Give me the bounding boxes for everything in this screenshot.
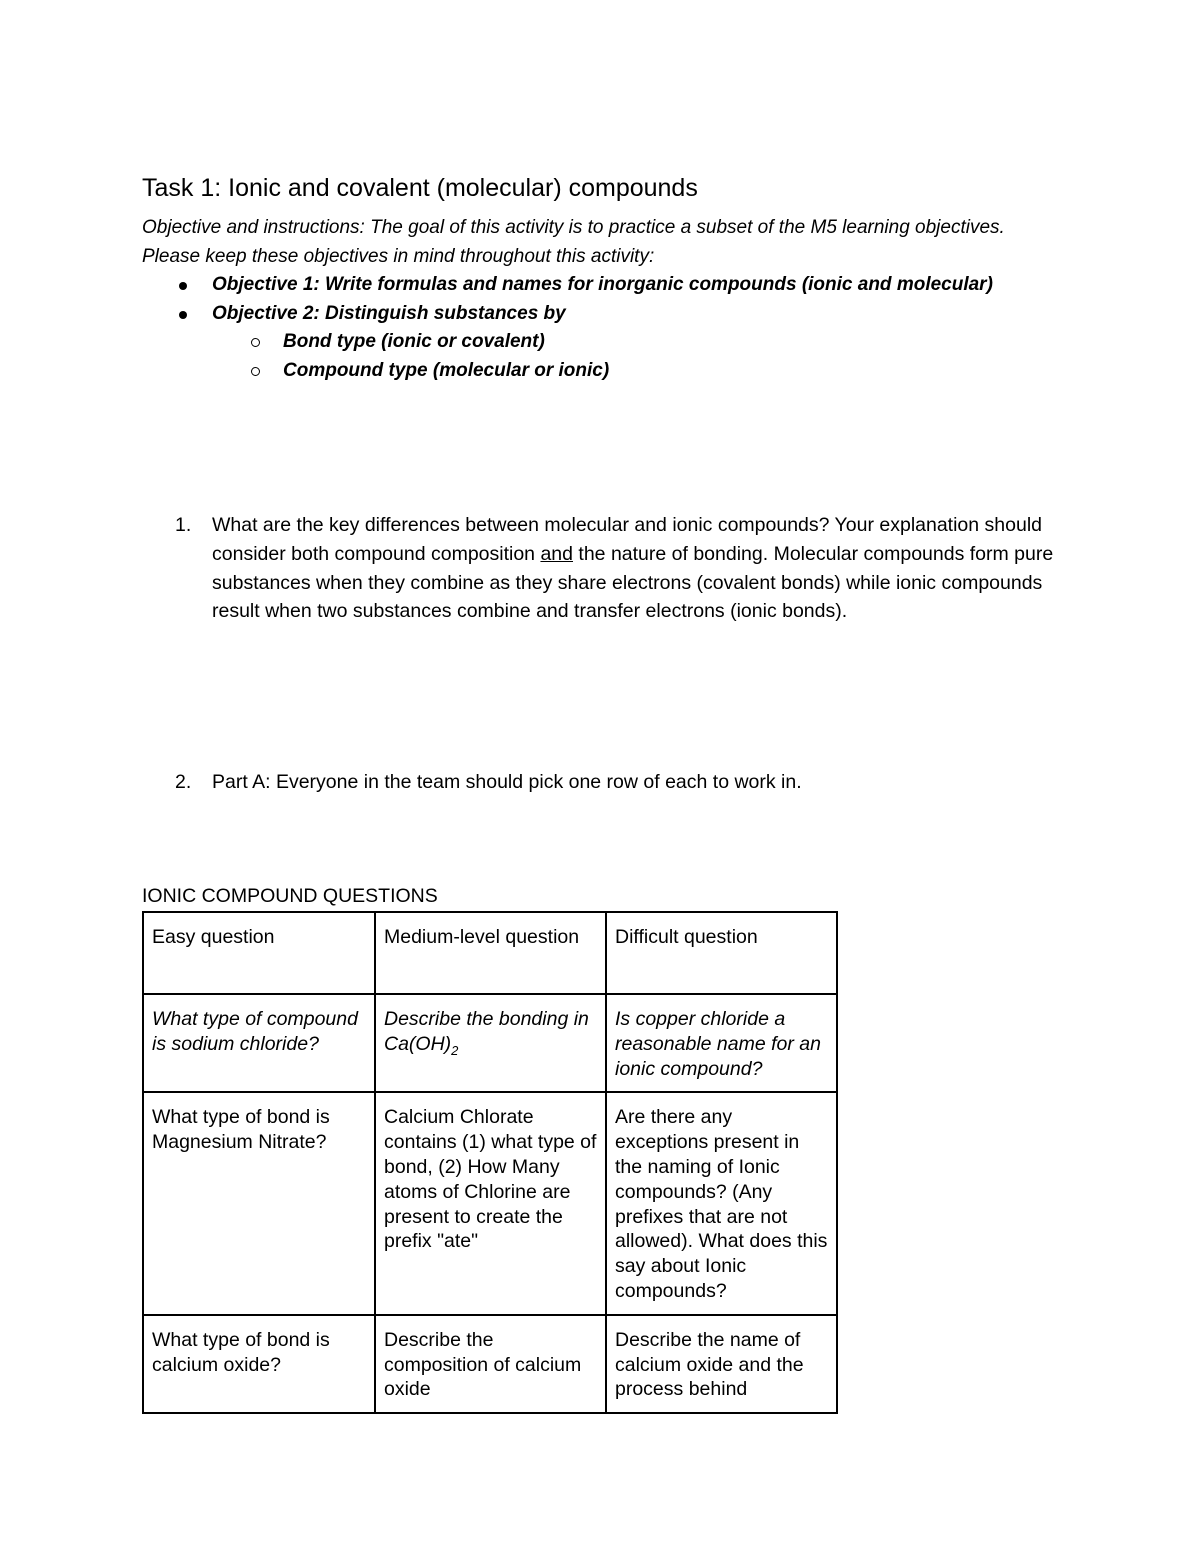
objective-item <box>142 300 1062 386</box>
subscript: 2 <box>451 1042 459 1058</box>
table-header-cell: Difficult question <box>606 912 837 994</box>
underlined-word: and <box>540 542 573 565</box>
question-1 <box>142 511 1062 626</box>
table-row <box>143 994 837 1092</box>
sub-objective-item <box>212 328 1062 357</box>
table-cell: What type of bond is Magnesium Nitrate? <box>143 1092 375 1314</box>
sub-objective-item <box>212 357 1062 386</box>
table-cell: Describe the composition of calcium oxide <box>375 1315 606 1413</box>
sub-objective-text: Compound type (molecular or ionic) <box>283 359 610 381</box>
question-number: 2. <box>175 771 192 793</box>
question-2-body <box>142 768 1062 797</box>
question-1-body <box>142 511 1062 626</box>
table-cell: What type of compound is sodium chloride? <box>143 994 375 1092</box>
cell-text: Describe the bonding in Ca(OH) <box>384 1008 589 1055</box>
document-page <box>142 170 1062 1401</box>
answer-text: Molecular compounds form pure substances when they combine as they share electrons (covalent bonds) while ionic compounds result when two substances combine and transfer electrons (ionic bonds). <box>212 542 1054 623</box>
table-cell: Is copper chloride a reasonable name for an ionic compound? <box>606 994 837 1092</box>
question-text-end: the nature of bonding. <box>573 542 769 565</box>
table-label: IONIC COMPOUND QUESTIONS <box>142 885 438 907</box>
question-2 <box>142 768 1062 797</box>
table-row <box>143 1315 837 1413</box>
objective-item <box>142 271 1062 300</box>
table-row <box>143 1092 837 1314</box>
table-header-cell: Medium-level question <box>375 912 606 994</box>
question-text: Part A: Everyone in the team should pick one row of each to work in. <box>212 771 802 793</box>
table-cell: Are there any exceptions present in the naming of Ionic compounds? (Any prefixes that are not allowed). What does this say about Ionic compounds? <box>606 1092 837 1314</box>
table-cell: Calcium Chlorate contains (1) what type of bond, (2) How Many atoms of Chlorine are present to create the prefix "ate" <box>375 1092 606 1314</box>
sub-objective-text: Bond type (ionic or covalent) <box>283 331 545 352</box>
bullet-dot-icon <box>179 311 187 319</box>
bullet-circle-icon <box>251 338 260 347</box>
page-title: Task 1: Ionic and covalent (molecular) compounds <box>142 174 698 202</box>
bullet-dot-icon <box>179 282 187 290</box>
objective-text: Objective 1: Write formulas and names for inorganic compounds (ionic and molecular) <box>212 274 993 295</box>
intro-paragraph: Objective and instructions: The goal of this activity is to practice a subset of the M5 learning objectives. Please keep these objectives in mind throughout this activity: <box>142 217 1005 267</box>
bullet-circle-icon <box>251 367 260 376</box>
question-number: 1. <box>175 514 192 536</box>
table-cell <box>375 994 606 1092</box>
table-cell: What type of bond is calcium oxide? <box>143 1315 375 1413</box>
objectives-list <box>142 271 1062 385</box>
sub-objectives-list <box>212 328 1062 385</box>
question-text: What are the key differences between molecular and ionic compounds? Your explanation should consider both compound composition <box>212 514 1043 565</box>
table-header-row <box>143 912 837 994</box>
table-cell: Describe the name of calcium oxide and the process behind <box>606 1315 837 1413</box>
objective-text: Objective 2: Distinguish substances by <box>212 302 566 324</box>
table-header-cell: Easy question <box>143 912 375 994</box>
ionic-questions-table <box>142 911 838 1414</box>
